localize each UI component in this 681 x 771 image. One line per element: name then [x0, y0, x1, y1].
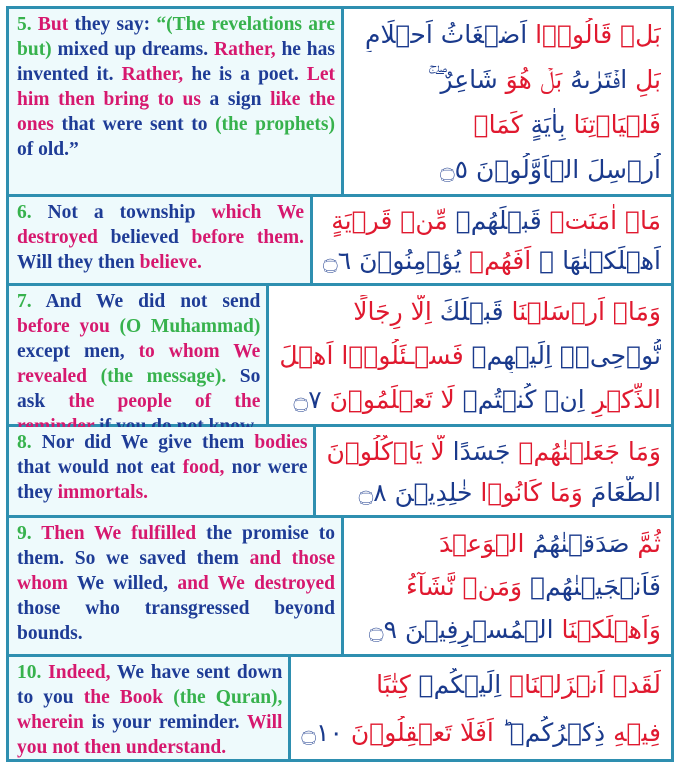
arabic-segment: نُّوۡحِىۡۤ اِلَيۡهِمۡ	[463, 341, 661, 370]
translation-segment: 7.	[17, 291, 32, 312]
translation-segment: that were sent to	[61, 114, 216, 135]
arabic-segment: فِيۡهِ	[605, 718, 661, 747]
arabic-line	[326, 476, 661, 510]
translation-segment: the promise to them.	[17, 523, 335, 569]
translation-segment: 6.	[17, 202, 32, 223]
arabic-segment: شَاعِرٌ	[434, 65, 498, 95]
translation-segment: Nor did We give them	[31, 432, 255, 453]
arabic-segment: بَلِ	[627, 65, 661, 95]
translation-segment: (O Muhammad)	[119, 316, 261, 337]
arabic-segment: وَمَاۤ اَرۡسَلۡنَا	[503, 297, 661, 326]
arabic-line	[354, 63, 661, 97]
translation-segment: (the Quran),	[173, 687, 283, 708]
translation-segment: Will they then	[17, 252, 140, 273]
arabic-segment: الطَّعَامَ	[582, 477, 661, 507]
translation-segment: So ask	[17, 366, 261, 412]
translation-segment: (the message).	[100, 366, 240, 387]
verse-row	[9, 518, 671, 657]
translation-segment: We willed,	[76, 573, 178, 594]
arabic-segment: اِلَّا رِجَالًا	[353, 297, 432, 326]
arabic-segment: ۝٨	[358, 477, 387, 507]
arabic-segment: فَاَنۡجَيۡنٰهُمۡ	[522, 571, 661, 601]
translation-segment: Rather,	[121, 64, 192, 85]
arabic-text	[316, 427, 671, 515]
arabic-segment: ۝٦	[323, 246, 352, 275]
arabic-segment: قَبۡلَهُمۡ	[447, 206, 542, 235]
translation-segment: wherein	[17, 712, 92, 733]
verse-row	[9, 197, 671, 286]
translation-segment: which We destroyed	[17, 202, 305, 248]
translation-segment: And We did not send	[31, 291, 261, 312]
translation-segment: 5.	[17, 14, 32, 35]
arabic-line	[354, 18, 661, 52]
arabic-segment: ۝٩	[368, 615, 397, 645]
verse-row	[9, 427, 671, 518]
arabic-segment: الۡمُسۡرِفِيۡنَ	[397, 615, 554, 645]
translation-segment: like the ones	[17, 89, 335, 135]
translation-segment: Let him then bring to us	[17, 64, 335, 110]
english-translation	[9, 286, 269, 424]
arabic-segment: ۝١٠	[301, 718, 343, 747]
arabic-line	[279, 383, 661, 417]
translation-segment: to whom We revealed	[17, 341, 261, 387]
english-translation	[9, 427, 316, 515]
arabic-segment: قَبۡلَكَ	[431, 297, 504, 326]
arabic-segment: وَمَا كَانُوۡا	[472, 477, 583, 507]
arabic-segment: مِّنۡ قَرۡيَةٍ	[331, 206, 448, 235]
translation-segment: 8.	[17, 432, 32, 453]
translation-segment: So we saved them	[74, 548, 250, 569]
translation-segment: Not a township	[31, 202, 212, 223]
arabic-segment: اَضۡغَاثُ اَحۡلَامٍ	[365, 20, 528, 50]
translation-segment: he has invented it.	[17, 39, 335, 85]
arabic-segment: ثُمَّ	[629, 528, 661, 558]
arabic-segment: مَاۤ اٰمَنَتۡ	[541, 206, 661, 235]
translation-segment: Indeed,	[41, 662, 117, 683]
arabic-segment: الۡوَعۡدَ	[438, 528, 525, 558]
translation-segment: of old.”	[17, 139, 79, 160]
arabic-segment: ؕ اَفَلَا	[452, 718, 502, 747]
translation-segment: mixed up dreams.	[51, 39, 214, 60]
arabic-line	[279, 339, 661, 373]
translation-segment: Will you not then understand.	[17, 712, 283, 758]
arabic-segment: وَمَنۡ نَّشَآءُ	[406, 571, 523, 601]
translation-segment: We have sent down to you	[17, 662, 283, 708]
arabic-segment: صَدَقۡنٰهُمُ	[524, 528, 630, 558]
english-translation	[9, 657, 291, 759]
translation-segment: “(The revelations are but)	[17, 14, 335, 60]
arabic-segment: فَسۡـئَلُوۡۤا	[333, 341, 464, 370]
translation-segment: they say:	[74, 14, 157, 35]
translation-segment: that would not eat	[17, 457, 183, 478]
arabic-segment: جَسَدًا	[444, 436, 511, 466]
arabic-segment: اِلَيۡكُمۡ	[410, 670, 502, 699]
verse-row	[9, 286, 671, 427]
arabic-line	[323, 204, 661, 238]
arabic-segment: اَهۡلَكۡنٰهَا	[539, 246, 661, 275]
verse-row	[9, 9, 671, 197]
arabic-line	[301, 716, 661, 750]
arabic-segment: فَلۡيَاۡتِنَا	[565, 109, 661, 139]
arabic-line	[279, 295, 661, 329]
english-translation	[9, 197, 313, 283]
translation-segment: a sign	[209, 89, 271, 110]
arabic-segment: كَمَاۤ	[473, 109, 523, 139]
translation-segment: believed	[110, 227, 192, 248]
translation-segment: before you	[17, 316, 120, 337]
arabic-line	[354, 108, 661, 142]
arabic-segment: خٰلِدِيۡنَ	[386, 477, 473, 507]
arabic-segment: وَاَهۡلَكۡنَا	[553, 615, 661, 645]
translation-segment: and We destroyed	[177, 573, 335, 594]
arabic-text	[344, 518, 671, 654]
translation-segment: immortals.	[57, 482, 149, 503]
verse-table	[6, 6, 674, 762]
translation-segment: Then We fulfilled	[31, 523, 207, 544]
arabic-segment: الذِّكۡرِ	[584, 385, 661, 414]
arabic-segment: يُؤۡمِنُوۡنَ	[351, 246, 462, 275]
arabic-text	[291, 657, 671, 759]
arabic-text	[269, 286, 671, 424]
arabic-segment: اَهۡلَ	[279, 341, 334, 370]
arabic-line	[354, 613, 661, 647]
arabic-text	[313, 197, 671, 283]
english-translation	[9, 9, 344, 194]
arabic-segment: بِاٰيَةٍ	[522, 109, 566, 139]
translation-segment: and those whom	[17, 548, 335, 594]
translation-segment: he is a poet.	[191, 64, 307, 85]
translation-segment: nor were they	[17, 457, 308, 503]
english-translation	[9, 518, 344, 654]
arabic-segment: اِنۡ كُنۡتُمۡ	[454, 385, 585, 414]
translation-segment: food,	[182, 457, 232, 478]
arabic-line	[326, 435, 661, 469]
translation-segment: 9.	[17, 523, 32, 544]
translation-segment: 10.	[17, 662, 42, 683]
translation-segment: except men,	[17, 341, 139, 362]
arabic-segment: تَعۡقِلُوۡنَ	[342, 718, 453, 747]
translation-segment: before them.	[191, 227, 305, 248]
arabic-segment: لَقَدۡ اَنۡزَلۡنَاۤ	[501, 670, 661, 699]
arabic-segment: وَمَا جَعَلۡنٰهُمۡ	[510, 436, 661, 466]
translation-segment: those who transgressed beyond bounds.	[17, 598, 335, 644]
arabic-line	[323, 244, 661, 278]
translation-segment: Rather,	[214, 39, 282, 60]
arabic-line	[354, 153, 661, 187]
arabic-segment: ذِكۡرُكُمۡ	[501, 718, 606, 747]
arabic-line	[301, 668, 661, 702]
translation-segment: the Book	[83, 687, 174, 708]
arabic-segment: بَلۡ قَالُوۡۤا	[527, 20, 661, 50]
arabic-segment: ۝٧	[293, 385, 322, 414]
arabic-segment: ۝٥	[439, 154, 469, 184]
arabic-text	[344, 9, 671, 194]
arabic-segment: لَا تَعۡلَمُوۡنَ	[321, 385, 455, 414]
arabic-segment: بَلۡ هُوَ	[497, 65, 563, 95]
arabic-line	[354, 527, 661, 561]
arabic-segment: افۡتَرٰٮهُ	[562, 65, 628, 95]
arabic-segment: اُرۡسِلَ الۡاَوَّلُوۡنَ	[468, 154, 661, 184]
translation-segment: bodies	[254, 432, 308, 453]
translation-segment: is your reminder.	[91, 712, 247, 733]
arabic-segment: ۚ اَفَهُمۡ	[461, 246, 540, 275]
translation-segment: the people of the	[68, 391, 261, 412]
verse-row	[9, 657, 671, 759]
arabic-segment: كِتٰبًا	[376, 670, 411, 699]
translation-segment: (the prophets)	[215, 114, 335, 135]
arabic-line	[354, 570, 661, 604]
translation-segment: believe.	[139, 252, 202, 273]
arabic-segment: ۖ ۚ	[427, 65, 435, 95]
arabic-segment: لَّا يَاۡكُلُوۡنَ	[326, 436, 445, 466]
translation-segment: But	[31, 14, 75, 35]
